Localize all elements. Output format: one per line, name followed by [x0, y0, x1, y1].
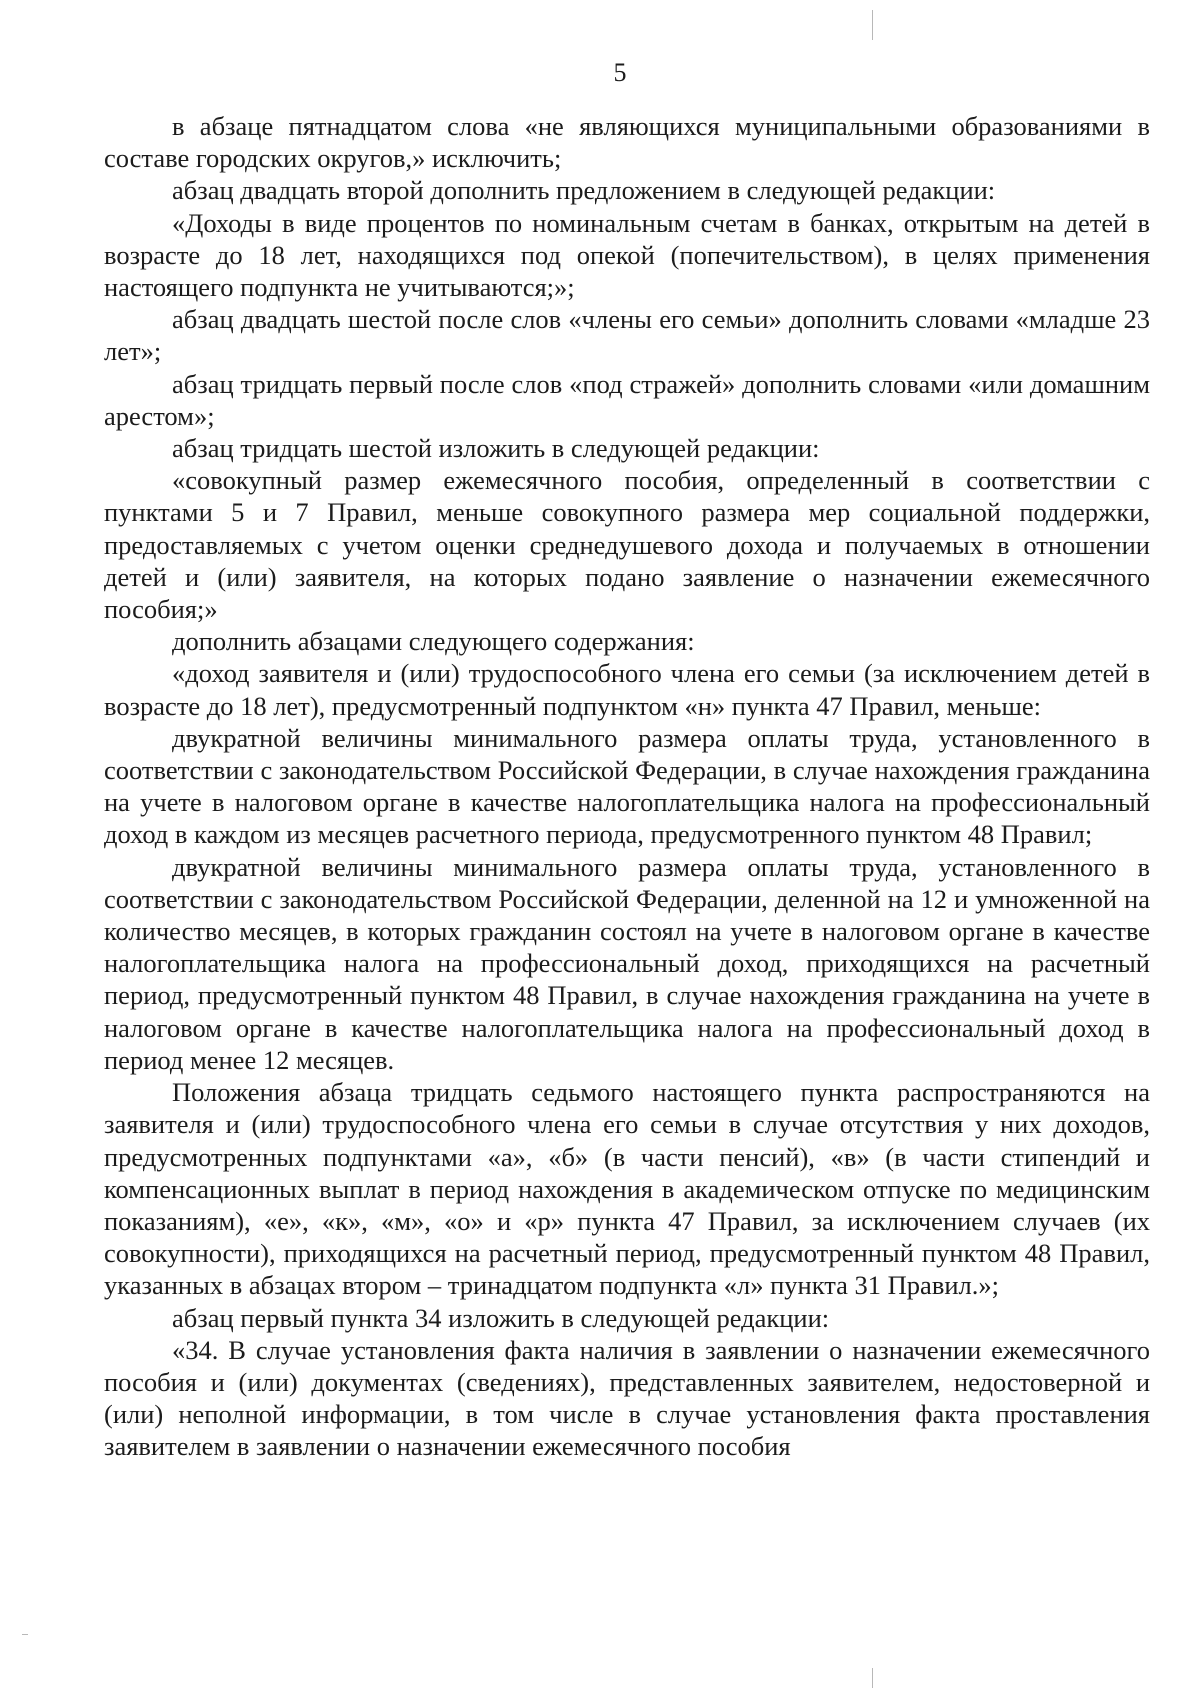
paragraph: абзац тридцать шестой изложить в следующей редакции: — [172, 433, 820, 464]
paragraph: двукратной величины минимального размера оплаты труда, установленного в соответствии с законодательством Российской Федерации, деленной на 12 и умноженной на количество месяцев, в которых гражданин состоял на учете в налоговом органе в качестве налогоплательщика налога на профессиональный доход, приходящихся на расчетный период, предусмотренный пунктом 48 Правил, в случае нахождения гражданина на учете в налоговом органе в качестве налогоплательщика налога на профессиональный доход в период менее 12 месяцев. — [104, 851, 1150, 1075]
paragraph: абзац тридцать первый после слов «под стражей» дополнить словами «или домашним арестом»; — [104, 368, 1150, 431]
paragraph: «доход заявителя и (или) трудоспособного члена его семьи (за исключением детей в возрасте до 18 лет), предусмотренный подпунктом «н» пункта 47 Правил, меньше: — [104, 658, 1150, 721]
document-body — [104, 110, 1150, 1463]
scan-artifact-dash — [22, 1634, 28, 1635]
paragraph: «34. В случае установления факта наличия в заявлении о назначении ежемесячного пособия и (или) документах (сведениях), представленных заявителем, недостоверной и (или) неполной информации, в том числе в случае установления факта проставления заявителем в заявлении о назначении ежемесячного пособия — [104, 1334, 1150, 1462]
paragraph: Положения абзаца тридцать седьмого настоящего пункта распространяются на заявителя и (или) трудоспособного члена его семьи в случае отсутствия у них доходов, предусмотренных подпунктами «а», «б» (в части пенсий), «в» (в части стипендий и компенсационных выплат в период нахождения в академическом отпуске по медицинским показаниям), «е», «к», «м», «о» и «р» пункта 47 Правил, за исключением случаев (их совокупности), приходящихся на расчетный период, предусмотренный пунктом 48 Правил, указанных в абзацах втором – тринадцатом подпункта «л» пункта 31 Правил.»; — [104, 1077, 1150, 1301]
page-number: 5 — [613, 58, 627, 87]
scan-artifact-line — [872, 10, 873, 40]
paragraph: абзац первый пункта 34 изложить в следующей редакции: — [172, 1302, 830, 1333]
paragraph: дополнить абзацами следующего содержания: — [172, 626, 695, 657]
paragraph: в абзаце пятнадцатом слова «не являющихся муниципальными образованиями в составе городских округов,» исключить; — [104, 111, 1150, 174]
paragraph: абзац двадцать второй дополнить предложением в следующей редакции: — [172, 175, 996, 206]
paragraph: двукратной величины минимального размера оплаты труда, установленного в соответствии с законодательством Российской Федерации, в случае нахождения гражданина на учете в налоговом органе в качестве налогоплательщика налога на профессиональный доход в каждом из месяцев расчетного периода, предусмотренного пунктом 48 Правил; — [104, 722, 1150, 850]
paragraph: «Доходы в виде процентов по номинальным счетам в банках, открытым на детей в возрасте до 18 лет, находящихся под опекой (попечительством), в целях применения настоящего подпункта не учитываются;»; — [104, 207, 1150, 303]
scan-artifact-line — [872, 1668, 873, 1688]
paragraph: «совокупный размер ежемесячного пособия, определенный в соответствии с пунктами 5 и 7 Правил, меньше совокупного размера мер социальной поддержки, предоставляемых с учетом оценки среднедушевого дохода и получаемых в отношении детей и (или) заявителя, на которых подано заявление о назначении ежемесячного пособия;» — [104, 465, 1150, 625]
paragraph: абзац двадцать шестой после слов «члены его семьи» дополнить словами «младше 23 лет»; — [104, 304, 1150, 367]
